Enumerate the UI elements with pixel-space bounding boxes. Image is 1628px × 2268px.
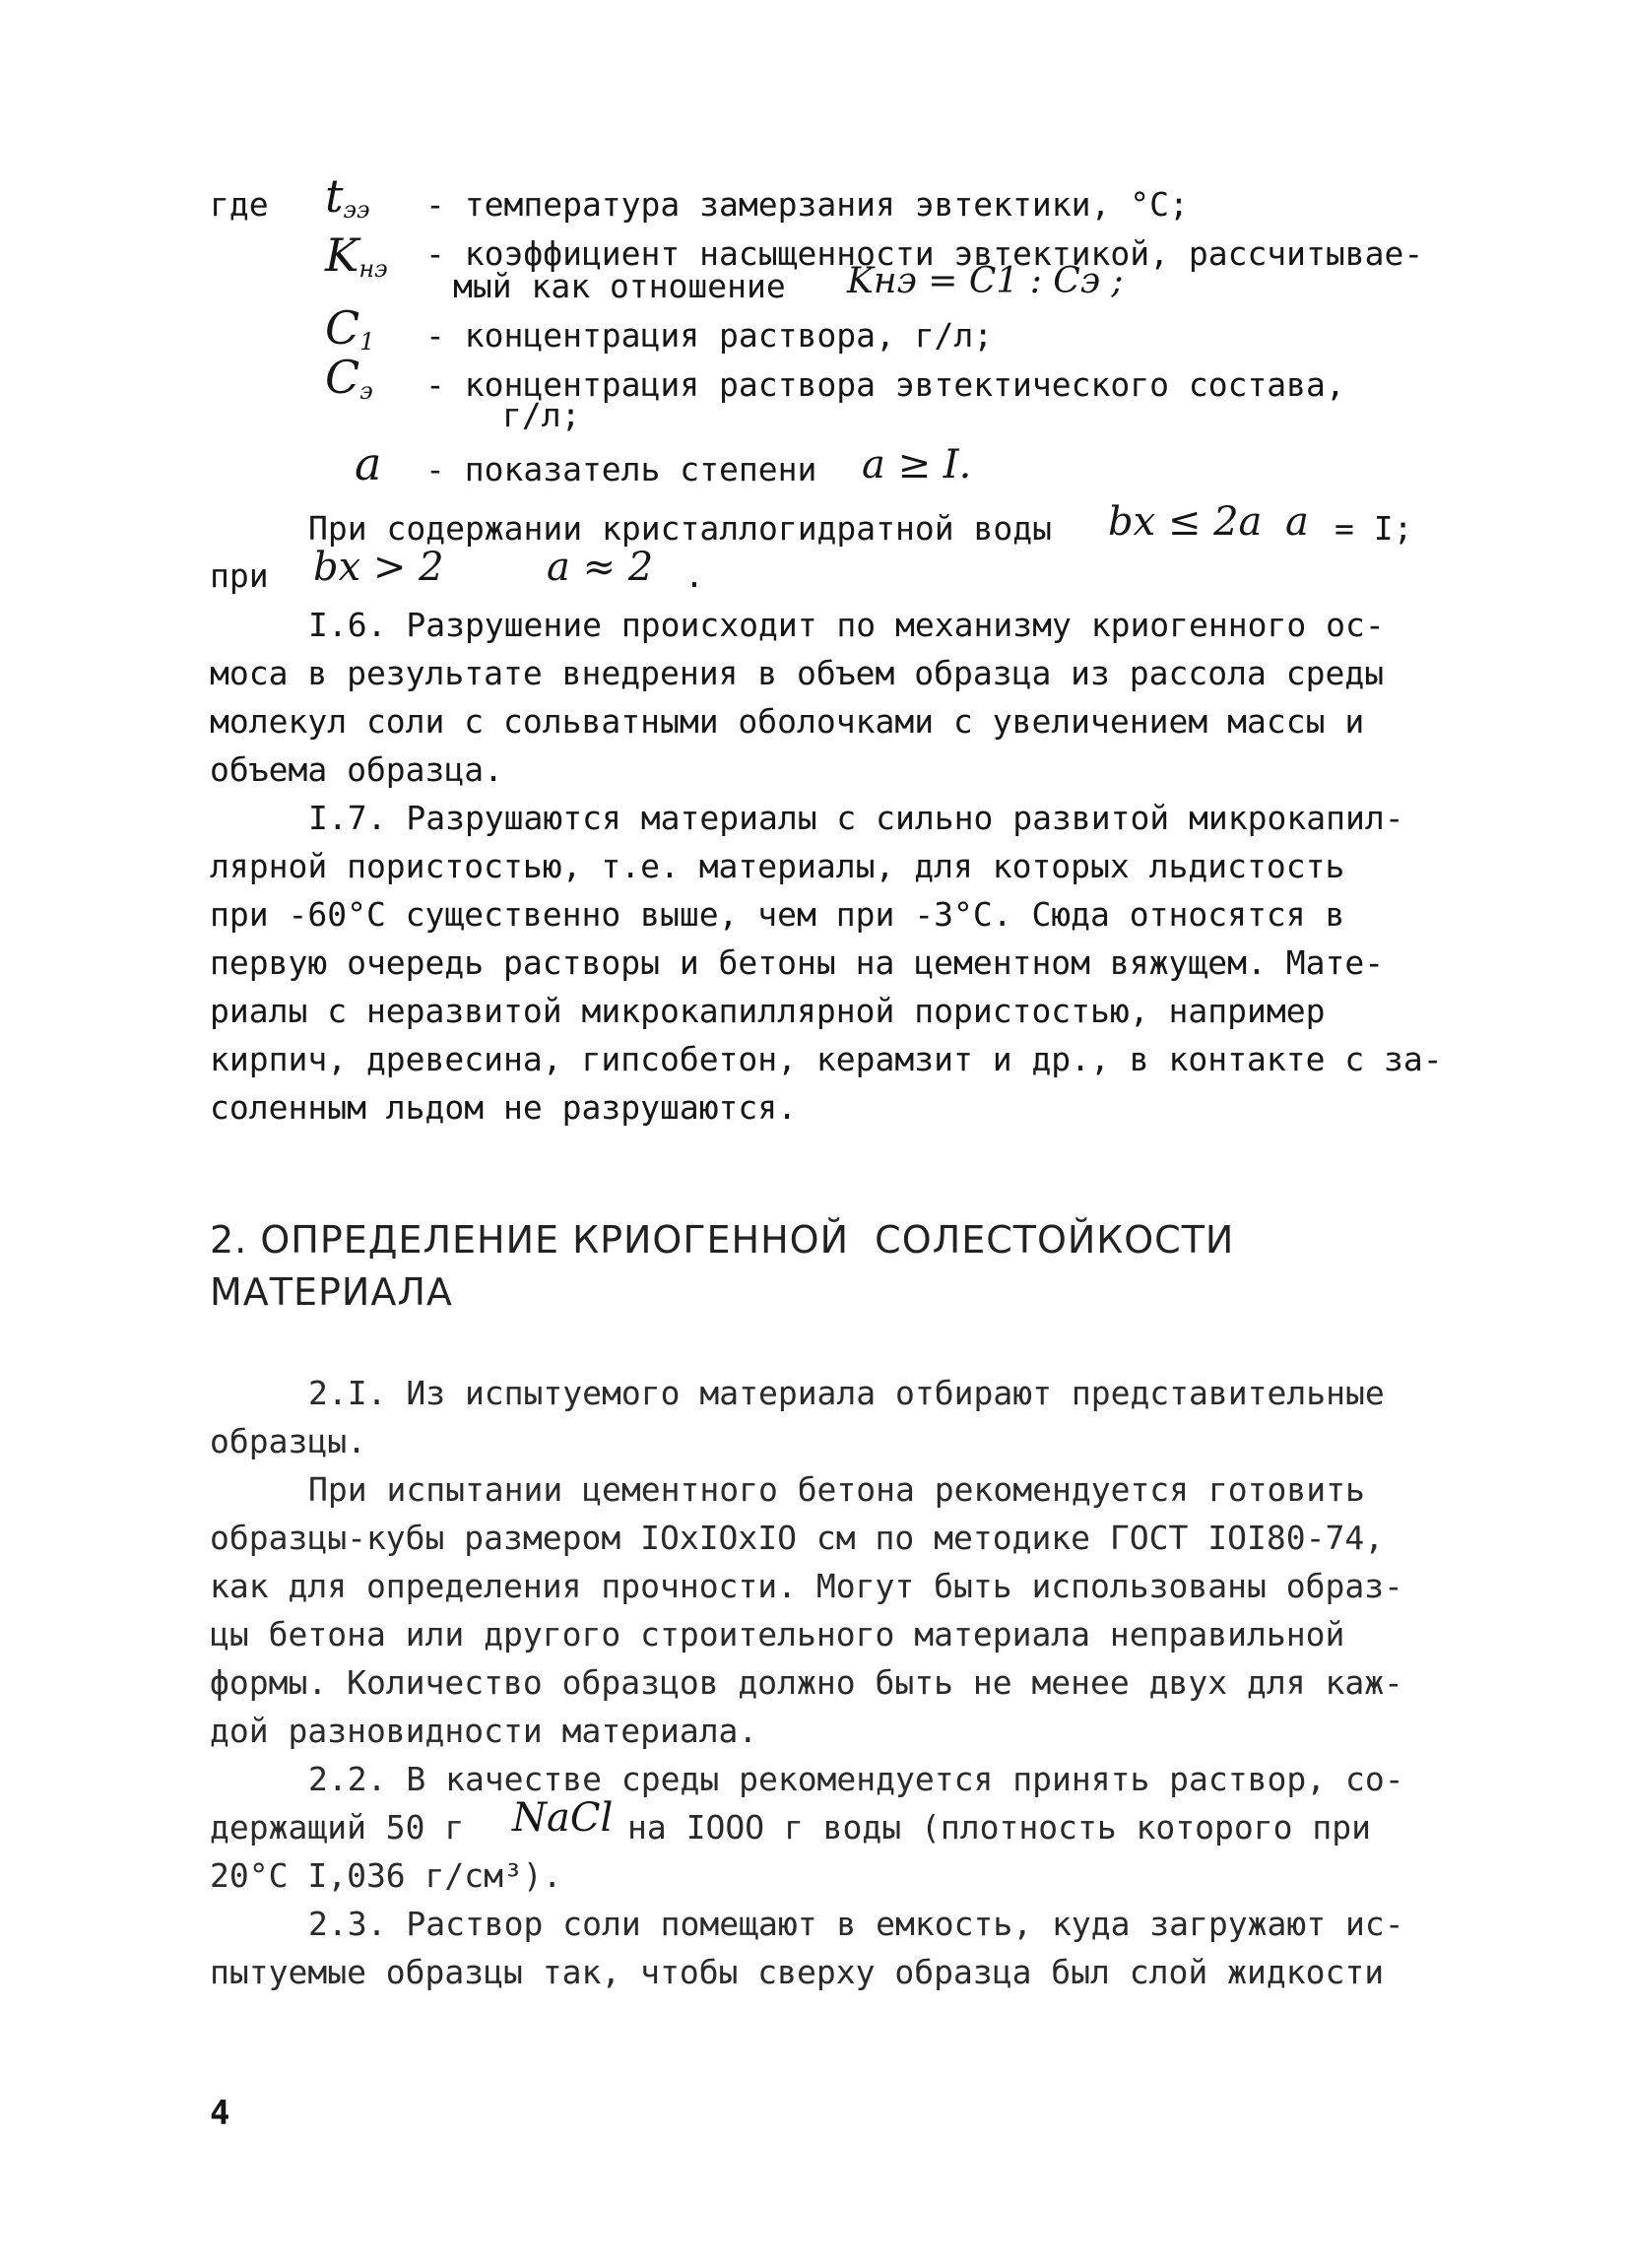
page-number: 4 — [210, 2094, 230, 2133]
definition-text: - температура замерзания эвтектики, °С; — [425, 185, 1189, 224]
paragraph-line: как для определения прочности. Могут быть использованы образ- — [210, 1567, 1403, 1605]
paragraph-line: кирпич, древесина, гипсобетон, керамзит и др., в контакте с за- — [210, 1040, 1443, 1078]
condition-tail: . — [684, 556, 704, 595]
symbol-k: $K_{нэ}$ — [325, 228, 388, 283]
symbol-t: $t_{ээ}$ — [325, 169, 370, 224]
paragraph-line: объема образца. — [210, 750, 504, 789]
paragraph-line: I.7. Разрушаются материалы с сильно развитой микрокапил- — [308, 799, 1404, 837]
paragraph-line: I.6. Разрушение происходит по механизму криогенного ос- — [308, 606, 1385, 644]
paragraph-line: образцы. — [210, 1422, 366, 1460]
paragraph-line: 2.2. В качестве среды рекомендуется принять раствор, со- — [308, 1760, 1404, 1798]
paragraph-line: первую очередь растворы и бетоны на цементном вяжущем. Мате- — [210, 943, 1385, 982]
definition-text: - коэффициент насыщенности эвтектикой, рассчитывае- — [425, 234, 1424, 273]
paragraph-line: молекул соли с сольватными оболочками с увеличением массы и — [210, 702, 1365, 741]
condition-tail: = I; — [1335, 509, 1413, 548]
paragraph-line: соленным льдом не разрушаются. — [210, 1088, 798, 1127]
paragraph-line: 20°С I,036 г/см³). — [210, 1856, 562, 1895]
paragraph-line: формы. Количество образцов должно быть не менее двух для каж- — [210, 1663, 1403, 1702]
symbol-c1: $C_1$ — [325, 301, 375, 356]
paragraph-line: моса в результате внедрения в объем образца из рассола среды — [210, 654, 1385, 692]
paragraph-line: 2.3. Раствор соли помещают в емкость, куда загружают ис- — [308, 1905, 1404, 1943]
condition-formula: bx ≤ 2a — [1108, 499, 1263, 545]
condition-formula: a ≈ 2 — [547, 545, 654, 590]
section-heading: МАТЕРИАЛА — [210, 1270, 453, 1314]
exponent-condition: a ≥ I. — [862, 442, 972, 487]
paragraph-line: цы бетона или другого строительного материала неправильной — [210, 1615, 1345, 1653]
paragraph-line: на IOOO г воды (плотность которого при — [627, 1808, 1371, 1847]
section-heading: 2. ОПРЕДЕЛЕНИЕ КРИОГЕННОЙ СОЛЕСТОЙКОСТИ — [210, 1218, 1235, 1262]
condition-text: При содержании кристаллогидратной воды — [308, 509, 1052, 548]
paragraph-line: при -60°С существенно выше, чем при -3°С. Сюда относятся в — [210, 895, 1345, 934]
symbol-ce: $C_э$ — [325, 351, 373, 405]
definition-continuation: мый как отношение — [453, 267, 786, 305]
intro-word: где — [210, 185, 269, 224]
condition-formula: a — [1285, 499, 1309, 545]
definition-text: - концентрация раствора эвтектического состава, — [425, 365, 1345, 404]
symbol-a: a — [355, 437, 382, 490]
definition-text: - показатель степени — [425, 450, 817, 488]
paragraph-line: лярной пористостью, т.е. материалы, для которых льдистость — [210, 847, 1345, 885]
ratio-formula: Kнэ = C1 : Cэ ; — [847, 261, 1124, 301]
definition-continuation: г/л; — [502, 396, 581, 434]
paragraph-line: держащий 50 г — [210, 1808, 465, 1847]
paragraph-line: пытуемые образцы так, чтобы сверху образца был слой жидкости — [210, 1953, 1385, 1991]
paragraph-line: дой разновидности материала. — [210, 1712, 758, 1750]
definition-text: - концентрация раствора, г/л; — [425, 316, 994, 355]
condition-text: при — [210, 556, 269, 595]
condition-formula: bx > 2 — [313, 545, 444, 590]
paragraph-line: образцы-кубы размером IOxIOxIO см по методике ГОСТ IOI80-74, — [210, 1519, 1385, 1557]
paragraph-line: риалы с неразвитой микрокапиллярной пористостью, например — [210, 992, 1326, 1030]
paragraph-line: 2.I. Из испытуемого материала отбирают представительные — [308, 1374, 1385, 1412]
chemical-formula: NaCl — [512, 1795, 614, 1841]
paragraph-line: При испытании цементного бетона рекомендуется готовить — [308, 1470, 1365, 1509]
